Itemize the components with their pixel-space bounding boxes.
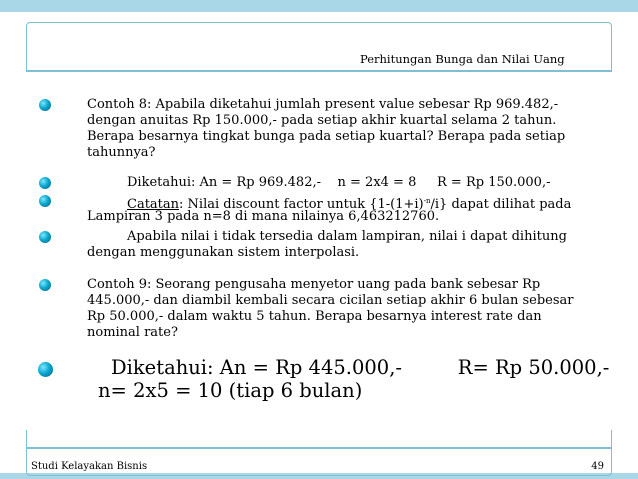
catatan-label: Catatan bbox=[127, 197, 180, 212]
contoh-9-line-4: nominal rate? bbox=[87, 325, 178, 340]
contoh-9-line-1: Contoh 9: Seorang pengusaha menyetor uang pada bank sebesar Rp bbox=[87, 277, 541, 292]
header-rule bbox=[26, 70, 612, 72]
catatan-text: : Nilai discount factor untuk {1-(1+i) bbox=[179, 197, 424, 212]
bullet-icon bbox=[38, 362, 53, 377]
catatan-text-2: /i} dapat dilihat pada bbox=[430, 197, 572, 212]
slide-header-title: Perhitungan Bunga dan Nilai Uang bbox=[360, 52, 565, 66]
bullet-icon bbox=[39, 177, 51, 189]
catatan-line-2: Lampiran 3 pada n=8 di mana nilainya 6,463212760. bbox=[87, 209, 440, 224]
bullet-icon bbox=[39, 195, 51, 207]
footer-rule bbox=[26, 447, 612, 449]
interpolasi-line-1: Apabila nilai i tidak tersedia dalam lampiran, nilai i dapat dihitung bbox=[127, 229, 567, 244]
top-band bbox=[0, 0, 638, 12]
contoh-9-line-2: 445.000,- dan diambil kembali secara cicilan setiap akhir 6 bulan sebesar bbox=[87, 293, 574, 308]
diketahui-9-line-1: Diketahui: An = Rp 445.000,- R= Rp 50.000,- bbox=[111, 356, 610, 379]
diketahui-8-line: Diketahui: An = Rp 969.482,- n = 2x4 = 8 R = Rp 150.000,- bbox=[127, 175, 551, 190]
bullet-icon bbox=[39, 231, 51, 243]
contoh-8-line-3: Berapa besarnya tingkat bunga pada setiap kuartal? Berapa pada setiap bbox=[87, 129, 566, 144]
contoh-8-line-2: dengan anuitas Rp 150.000,- pada setiap akhir kuartal selama 2 tahun. bbox=[87, 113, 557, 128]
contoh-9-line-3: Rp 50.000,- dalam waktu 5 tahun. Berapa besarnya interest rate dan bbox=[87, 309, 542, 324]
diketahui-9-line-2: n= 2x5 = 10 (tiap 6 bulan) bbox=[98, 379, 363, 402]
contoh-8-line-1: Contoh 8: Apabila diketahui jumlah present value sebesar Rp 969.482,- bbox=[87, 97, 559, 112]
contoh-8-line-4: tahunnya? bbox=[87, 145, 156, 160]
page-number: 49 bbox=[591, 461, 604, 472]
bullet-icon bbox=[39, 99, 51, 111]
bullet-icon bbox=[39, 279, 51, 291]
catatan-exponent: -n bbox=[423, 197, 431, 205]
interpolasi-line-2: dengan menggunakan sistem interpolasi. bbox=[87, 245, 360, 260]
footer-title: Studi Kelayakan Bisnis bbox=[31, 461, 148, 472]
